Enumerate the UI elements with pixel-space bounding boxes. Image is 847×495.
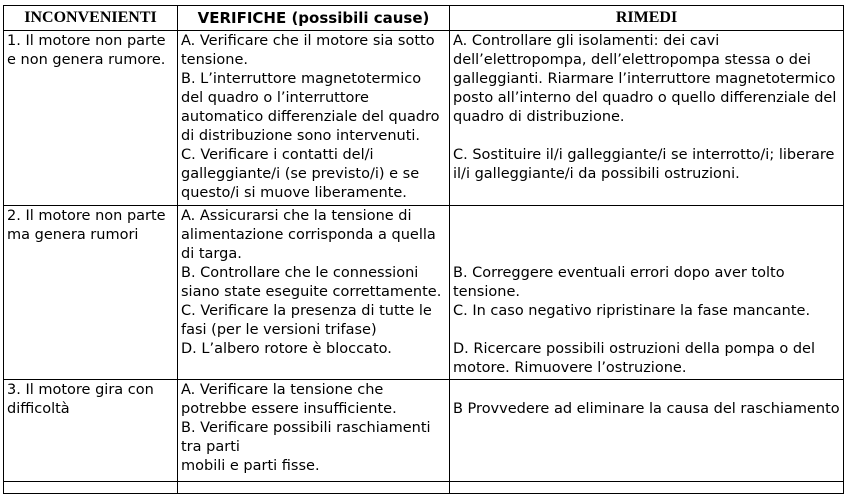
remedies-cell	[450, 31, 844, 206]
table-row	[4, 31, 844, 206]
problem-text: 2. Il motore non parte ma genera rumori	[7, 208, 166, 243]
check-item: A. Assicurarsi che la tensione di alimentazione corrisponda a quella di targa.	[181, 208, 436, 262]
header-rimedi: RIMEDI	[450, 6, 844, 31]
empty-cell	[450, 482, 844, 494]
problem-text: 3. Il motore gira con difficoltà	[7, 382, 154, 417]
check-item: D. L’albero rotore è bloccato.	[181, 341, 392, 357]
troubleshooting-table	[3, 5, 844, 494]
problem-text: 1. Il motore non parte e non genera rumore.	[7, 33, 166, 68]
header-verifiche: VERIFICHE (possibili cause)	[178, 6, 450, 31]
checks-cell	[178, 380, 450, 482]
remedy-item: C. Sostituire il/i galleggiante/i se interrotto/i; liberare il/i galleggiante/i da possibili ostruzioni.	[453, 147, 835, 182]
problem-cell	[4, 380, 178, 482]
check-item: C. Verificare i contatti del/i galleggiante/i (se previsto/i) e se questo/i si muove liberamente.	[181, 147, 420, 201]
problem-cell	[4, 206, 178, 380]
remedies-cell	[450, 380, 844, 482]
check-item: A. Verificare la tensione che potrebbe essere insufficiente.	[181, 382, 397, 417]
header-inconvenienti: INCONVENIENTI	[4, 6, 178, 31]
empty-cell	[178, 482, 450, 494]
remedy-item: A. Controllare gli isolamenti: dei cavi dell’elettropompa, dell’elettropompa stessa o dei galleggianti. Riarmare l’interruttore magnetotermico posto all’interno del quadro o quello differenziale del quadro di distribuzione.	[453, 33, 837, 125]
problem-cell	[4, 31, 178, 206]
table-row	[4, 380, 844, 482]
checks-cell	[178, 31, 450, 206]
checks-cell	[178, 206, 450, 380]
header-row	[4, 6, 844, 31]
check-item: B. Controllare che le connessioni siano state eseguite correttamente.	[181, 265, 442, 300]
check-item: A. Verificare che il motore sia sotto tensione.	[181, 33, 435, 68]
check-item: B. Verificare possibili raschiamenti tra parti	[181, 420, 431, 455]
check-item: mobili e parti fisse.	[181, 458, 320, 474]
table-row	[4, 206, 844, 380]
remedies-cell	[450, 206, 844, 380]
check-item: C. Verificare la presenza di tutte le fasi (per le versioni trifase)	[181, 303, 432, 338]
remedy-item: C. In caso negativo ripristinare la fase mancante.	[453, 303, 811, 319]
check-item: B. L’interruttore magnetotermico del quadro o l’interruttore automatico differenziale del quadro di distribuzione sono intervenuti.	[181, 71, 440, 144]
empty-cell	[4, 482, 178, 494]
remedy-item: B. Correggere eventuali errori dopo aver tolto tensione.	[453, 265, 785, 300]
remedy-item: B Provvedere ad eliminare la causa del raschiamento	[453, 401, 840, 417]
table-row-empty	[4, 482, 844, 494]
remedy-item: D. Ricercare possibili ostruzioni della pompa o del motore. Rimuovere l’ostruzione.	[453, 341, 815, 376]
